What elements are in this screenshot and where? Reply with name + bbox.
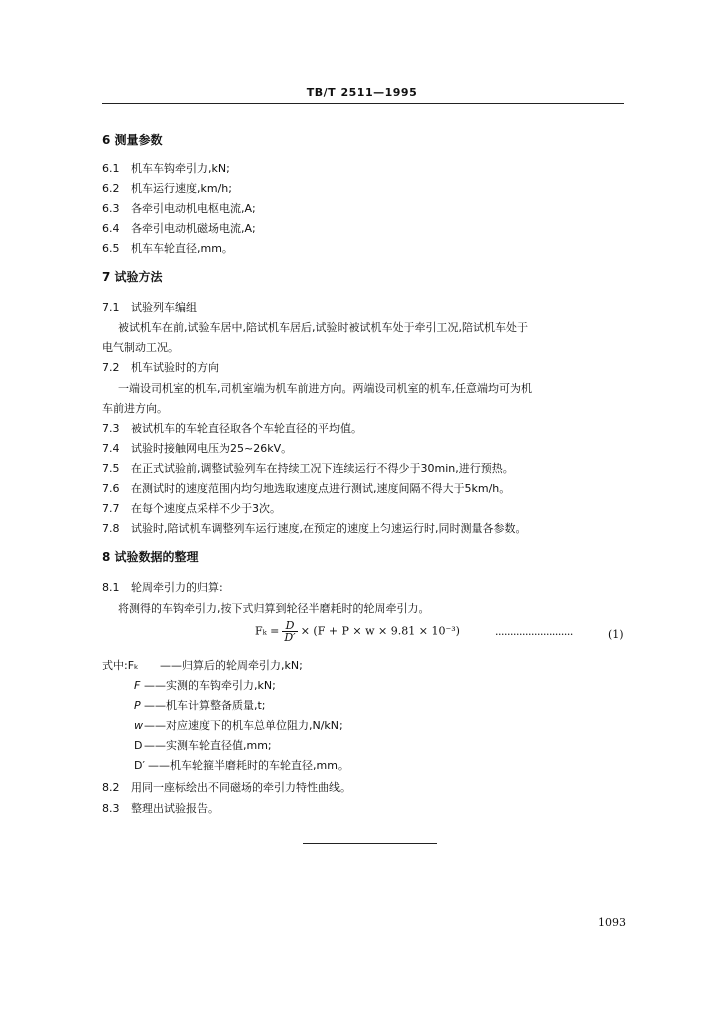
definition-symbol: D′ — [134, 759, 145, 772]
definition-item — [134, 737, 272, 753]
item-number: 7.8 — [102, 522, 120, 535]
definition-item: ——归算后的轮周牵引力,kN; — [160, 659, 303, 672]
item-number: 7.3 — [102, 422, 120, 435]
item-text: 轮周牵引力的归算: — [131, 581, 223, 594]
item-number: 6.1 — [102, 162, 120, 175]
clause-7-4 — [102, 440, 292, 456]
item-number: 7.1 — [102, 301, 120, 314]
item-number: 6.4 — [102, 222, 120, 235]
definition-text: ——实测车轮直径值,mm; — [144, 739, 272, 752]
item-text: 机车试验时的方向 — [131, 361, 219, 374]
header-rule — [102, 103, 624, 104]
item-number: 7.7 — [102, 502, 120, 515]
item-text: 机车车钩牵引力,kN; — [131, 162, 230, 175]
item-text: 整理出试验报告。 — [131, 802, 219, 815]
definition-symbol: w — [134, 719, 143, 732]
item-text: 各牵引电动机电枢电流,A; — [131, 202, 256, 215]
clause-7-1-heading — [102, 299, 197, 315]
definition-text: ——机车轮箍半磨耗时的车轮直径,mm。 — [148, 759, 349, 772]
formula-lhs: Fₖ = — [255, 624, 280, 638]
fraction-denominator: D′ — [284, 631, 296, 644]
item-number: 6.3 — [102, 202, 120, 215]
formula-leader: ·························· — [495, 628, 573, 641]
clause-7-2-heading — [102, 359, 219, 375]
list-item — [102, 200, 256, 216]
item-text: 在每个速度点采样不少于3次。 — [131, 502, 281, 515]
list-item — [102, 220, 256, 236]
formula-1 — [255, 620, 460, 643]
formula-fraction — [282, 620, 297, 643]
item-text: 在测试时的速度范围内均匀地选取速度点进行测试,速度间隔不得大于5km/h。 — [131, 482, 511, 495]
definition-symbol: F — [134, 679, 141, 692]
clause-7-6 — [102, 480, 510, 496]
definition-text: ——机车计算整备质量,t; — [144, 699, 266, 712]
where-label: 式中:Fₖ — [102, 659, 139, 672]
clause-8-1-heading — [102, 579, 223, 595]
formula-number: (1) — [608, 628, 624, 641]
item-number: 6.2 — [102, 182, 120, 195]
definition-item — [134, 757, 349, 773]
definition-symbol: D — [134, 739, 143, 752]
formula-rhs: × (F + P × w × 9.81 × 10⁻³) — [300, 624, 460, 638]
item-text: 各牵引电动机磁场电流,A; — [131, 222, 256, 235]
page-number: 1093 — [598, 916, 626, 929]
item-number: 8.1 — [102, 581, 120, 594]
item-text: 试验时,陪试机车调整列车运行速度,在预定的速度上匀速运行时,同时测量各参数。 — [131, 522, 527, 535]
clause-7-2-body-cont: 车前进方向。 — [102, 402, 168, 415]
section-6-title: 6 测量参数 — [102, 133, 163, 147]
item-text: 机车运行速度,km/h; — [131, 182, 232, 195]
clause-7-7 — [102, 500, 281, 516]
clause-7-1-body-cont: 电气制动工况。 — [102, 341, 179, 354]
definition-text: ——对应速度下的机车总单位阻力,N/kN; — [144, 719, 343, 732]
clause-8-3 — [102, 800, 219, 816]
definition-text: ——实测的车钩牵引力,kN; — [144, 679, 276, 692]
item-text: 被试机车的车轮直径取各个车轮直径的平均值。 — [131, 422, 362, 435]
item-number: 6.5 — [102, 242, 120, 255]
clause-7-1-body: 被试机车在前,试验车居中,陪试机车居后,试验时被试机车处于牵引工况,陪试机车处于 — [118, 321, 528, 334]
item-text: 在正式试验前,调整试验列车在持续工况下连续运行不得少于30min,进行预热。 — [131, 462, 514, 475]
clause-8-2 — [102, 779, 351, 795]
clause-8-1-body: 将测得的车钩牵引力,按下式归算到轮径半磨耗时的轮周牵引力。 — [118, 602, 430, 615]
clause-7-2-body: 一端设司机室的机车,司机室端为机车前进方向。两端设司机室的机车,任意端均可为机 — [118, 382, 532, 395]
section-8-title: 8 试验数据的整理 — [102, 550, 199, 564]
item-number: 7.4 — [102, 442, 120, 455]
section-7-title: 7 试验方法 — [102, 270, 163, 284]
definition-item — [134, 717, 343, 733]
item-number: 7.2 — [102, 361, 120, 374]
item-text: 机车车轮直径,mm。 — [131, 242, 233, 255]
list-item — [102, 180, 232, 196]
item-text: 试验列车编组 — [131, 301, 197, 314]
item-number: 7.6 — [102, 482, 120, 495]
definition-symbol: P — [134, 699, 141, 712]
clause-7-5 — [102, 460, 514, 476]
definition-item — [134, 697, 266, 713]
standard-header: TB/T 2511—1995 — [306, 86, 418, 99]
list-item — [102, 240, 233, 256]
item-text: 试验时接触网电压为25~26kV。 — [131, 442, 293, 455]
clause-7-8 — [102, 520, 527, 536]
item-number: 8.3 — [102, 802, 120, 815]
item-number: 7.5 — [102, 462, 120, 475]
end-rule — [303, 843, 437, 844]
item-number: 8.2 — [102, 781, 120, 794]
clause-7-3 — [102, 420, 362, 436]
list-item — [102, 160, 230, 176]
definition-item — [134, 677, 276, 693]
item-text: 用同一座标绘出不同磁场的牵引力特性曲线。 — [131, 781, 351, 794]
fraction-numerator: D — [282, 620, 297, 632]
